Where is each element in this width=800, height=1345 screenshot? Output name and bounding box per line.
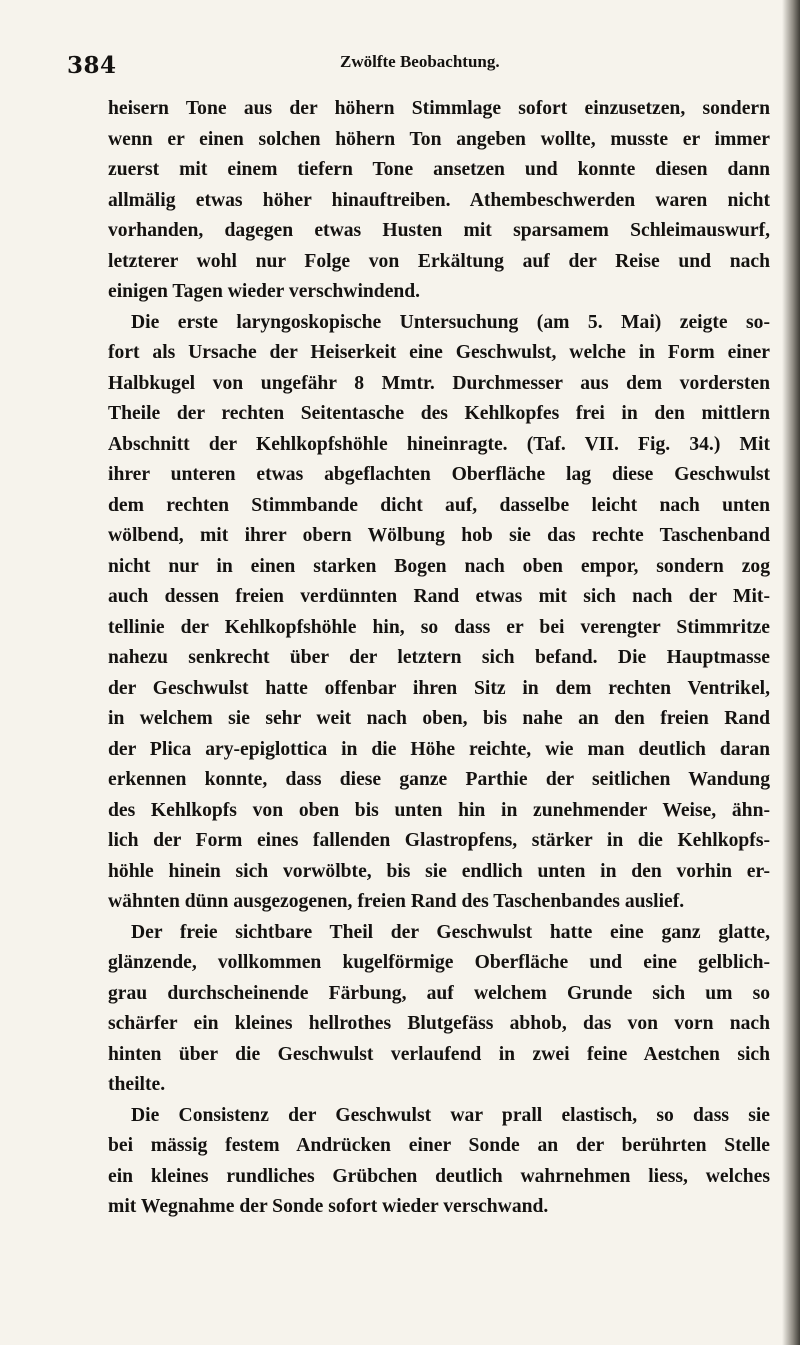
text-line: mit Wegnahme der Sonde sofort wieder verschwand. bbox=[108, 1196, 549, 1217]
text-line: Die Consistenz der Geschwulst war prall elastisch, so dass sie bbox=[131, 1104, 770, 1126]
text-line: auch dessen freien verdünnten Rand etwas mit sich nach der Mit- bbox=[108, 586, 770, 607]
text-line: letzterer wohl nur Folge von Erkältung auf der Reise und nach bbox=[108, 250, 770, 272]
text-line: Halbkugel von ungefähr 8 Mmtr. Durchmesser aus dem vordersten bbox=[108, 372, 770, 394]
text-line: Theile der rechten Seitentasche des Kehlkopfes frei in den mittlern bbox=[108, 403, 770, 424]
text-line: zuerst mit einem tiefern Tone ansetzen und konnte diesen dann bbox=[108, 159, 770, 180]
text-line: der Plica ary-epiglottica in die Höhe reichte, wie man deutlich daran bbox=[108, 738, 770, 760]
text-line: grau durchscheinende Färbung, auf welchem Grunde sich um so bbox=[108, 982, 770, 1004]
text-line: ihrer unteren etwas abgeflachten Oberfläche lag diese Geschwulst bbox=[108, 464, 770, 485]
text-line: erkennen konnte, dass diese ganze Parthie der seitlichen Wandung bbox=[108, 769, 770, 790]
text-line: bei mässig festem Andrücken einer Sonde an der berührten Stelle bbox=[108, 1135, 770, 1156]
page-edge-shadow bbox=[782, 0, 800, 1345]
text-line: vorhanden, dagegen etwas Husten mit sparsamem Schleimauswurf, bbox=[108, 220, 770, 241]
page-header bbox=[0, 52, 800, 86]
text-line: des Kehlkopfs von oben bis unten hin in zunehmender Weise, ähn- bbox=[108, 799, 770, 821]
text-line: in welchem sie sehr weit nach oben, bis nahe an den freien Rand bbox=[108, 708, 770, 729]
text-line: schärfer ein kleines hellrothes Blutgefäss abhob, das von vorn nach bbox=[108, 1013, 770, 1034]
paragraph bbox=[108, 94, 770, 308]
text-line: höhle hinein sich vorwölbte, bis sie endlich unten in den vorhin er- bbox=[108, 860, 770, 882]
body-text bbox=[108, 94, 770, 1223]
text-line: glänzende, vollkommen kugelförmige Oberfläche und eine gelblich- bbox=[108, 952, 770, 973]
running-title: Zwölfte Beobachtung. bbox=[340, 52, 500, 71]
text-line: nicht nur in einen starken Bogen nach oben empor, sondern zog bbox=[108, 555, 770, 577]
text-line: dem rechten Stimmbande dicht auf, dasselbe leicht nach unten bbox=[108, 494, 770, 516]
text-line: nahezu senkrecht über der letztern sich befand. Die Hauptmasse bbox=[108, 647, 770, 668]
text-line: ein kleines rundliches Grübchen deutlich wahrnehmen liess, welches bbox=[108, 1165, 770, 1187]
paragraph bbox=[108, 1101, 770, 1223]
text-line: allmälig etwas höher hinauftreiben. Athembeschwerden waren nicht bbox=[108, 189, 770, 211]
text-line: theilte. bbox=[108, 1074, 166, 1095]
text-line: lich der Form eines fallenden Glastropfens, stärker in die Kehlkopfs- bbox=[108, 830, 770, 851]
paragraph bbox=[108, 918, 770, 1101]
text-line: hinten über die Geschwulst verlaufend in zwei feine Aestchen sich bbox=[108, 1043, 770, 1065]
text-line: Der freie sichtbare Theil der Geschwulst hatte eine ganz glatte, bbox=[131, 921, 770, 943]
text-line: heisern Tone aus der höhern Stimmlage sofort einzusetzen, sondern bbox=[108, 98, 770, 119]
text-line: der Geschwulst hatte offenbar ihren Sitz in dem rechten Ventrikel, bbox=[108, 677, 770, 699]
text-line: einigen Tagen wieder verschwindend. bbox=[108, 281, 421, 302]
text-line: fort als Ursache der Heiserkeit eine Geschwulst, welche in Form einer bbox=[108, 342, 770, 363]
text-line: wähnten dünn ausgezogenen, freien Rand des Taschenbandes auslief. bbox=[108, 891, 685, 912]
page-number: 384 bbox=[67, 52, 117, 79]
text-line: Die erste laryngoskopische Untersuchung (am 5. Mai) zeigte so- bbox=[131, 311, 770, 333]
paragraph bbox=[108, 308, 770, 918]
text-line: tellinie der Kehlkopfshöhle hin, so dass er bei verengter Stimmritze bbox=[108, 616, 770, 638]
text-line: wenn er einen solchen höhern Ton angeben wollte, musste er immer bbox=[108, 128, 770, 150]
text-line: Abschnitt der Kehlkopfshöhle hineinragte. (Taf. VII. Fig. 34.) Mit bbox=[108, 433, 770, 455]
text-line: wölbend, mit ihrer obern Wölbung hob sie das rechte Taschenband bbox=[108, 525, 770, 546]
